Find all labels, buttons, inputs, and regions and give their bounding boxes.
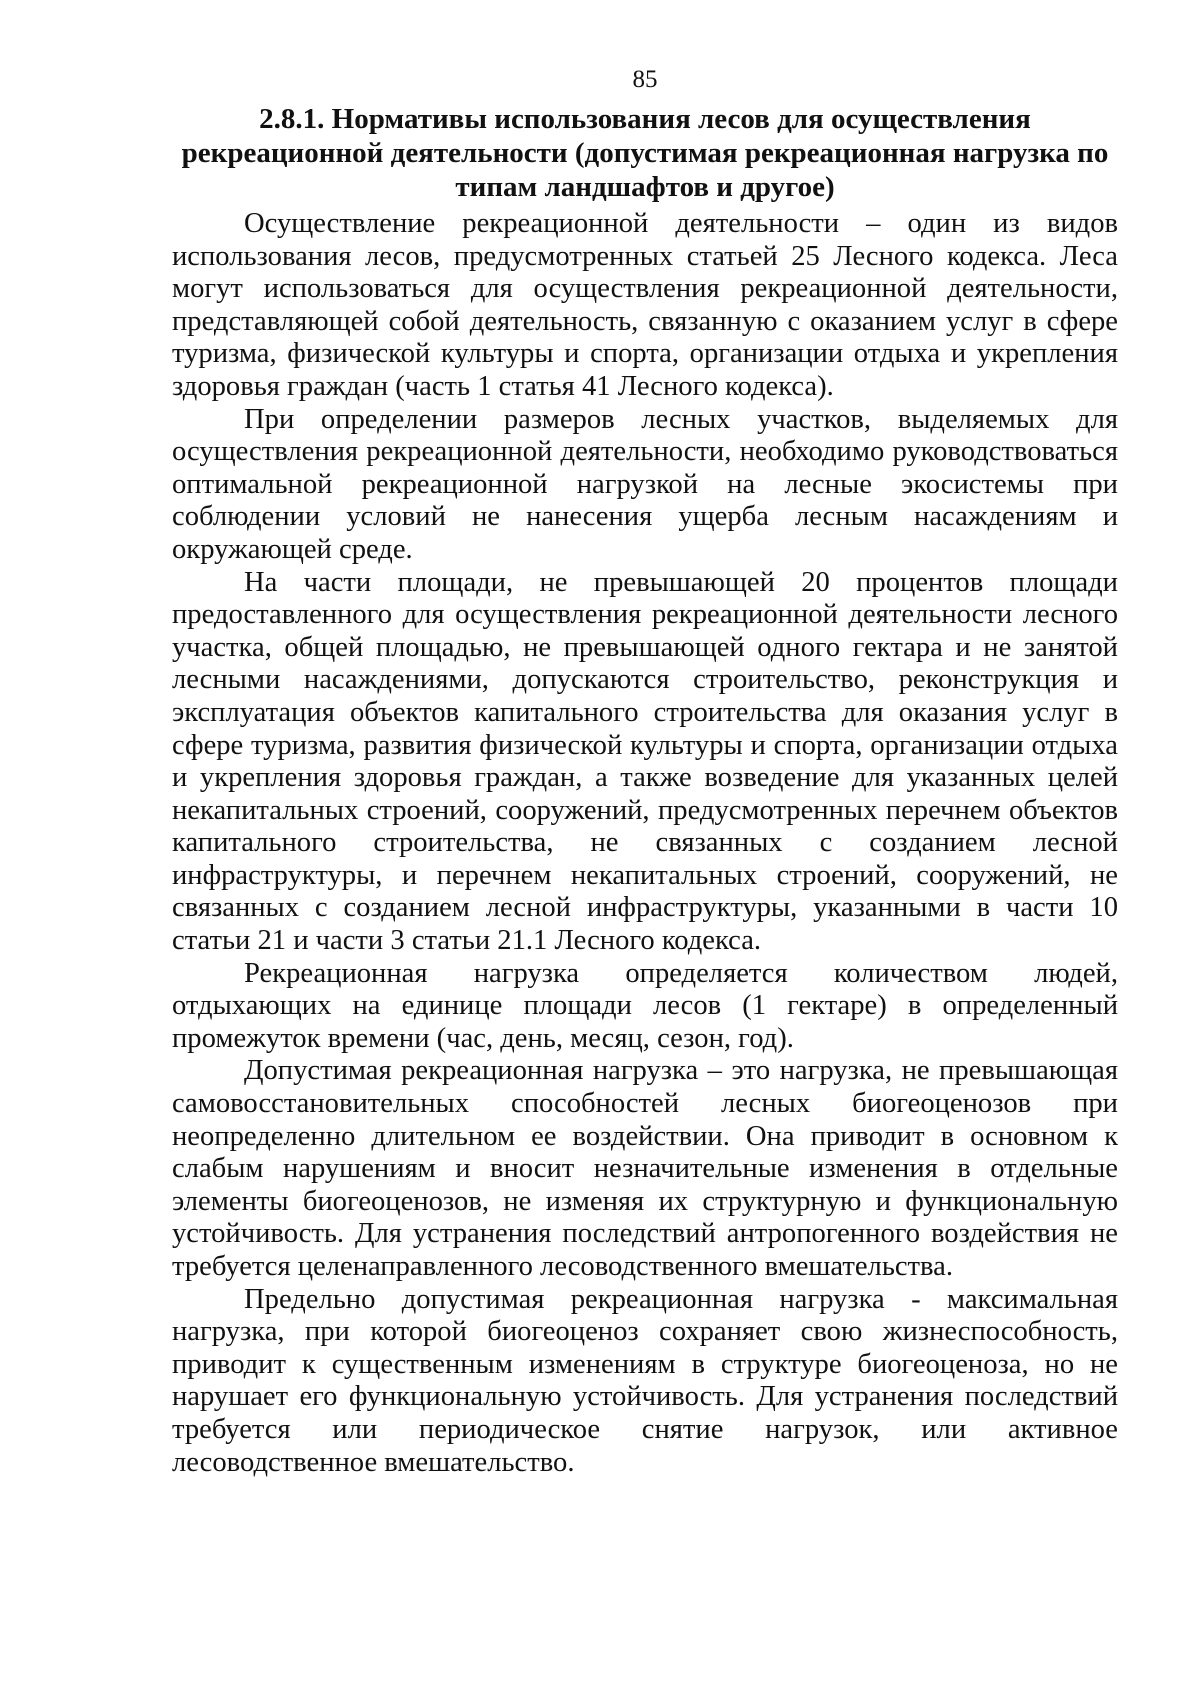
paragraph-5: Допустимая рекреационная нагрузка – это нагрузка, не превышающая самовосстановительных способностей лесных биогеоценозов при неопределенно длительном ее воздействии. Она приводит в основном к слабым нарушениям и вносит незначительные изменения в отдельные элементы биогеоценозов, не изменяя их структурную и функциональную устойчивость. Для устранения последствий антропогенного воздействия не требуется целенаправленного лесоводственного вмешательства.	[172, 1055, 1118, 1282]
paragraph-1: Осуществление рекреационной деятельности – один из видов использования лесов, предусмотренных статьей 25 Лесного кодекса. Леса могут использоваться для осуществления рекреационной деятельности, представляющей собой деятельность, связанную с оказанием услуг в сфере туризма, физической культуры и спорта, организации отдыха и укрепления здоровья граждан (часть 1 статья 41 Лесного кодекса).	[172, 208, 1118, 402]
paragraph-4: Рекреационная нагрузка определяется количеством людей, отдыхающих на единице площади лесов (1 гектаре) в определенный промежуток времени (час, день, месяц, сезон, год).	[172, 957, 1118, 1054]
paragraph-2: При определении размеров лесных участков, выделяемых для осуществления рекреационной деятельности, необходимо руководствоваться оптимальной рекреационной нагрузкой на лесные экосистемы при соблюдении условий не нанесения ущерба лесным насаждениям и окружающей среде.	[172, 403, 1118, 565]
paragraph-6: Предельно допустимая рекреационная нагрузка - максимальная нагрузка, при которой биогеоценоз сохраняет свою жизнеспособность, приводит к существенным изменениям в структуре биогеоценоза, но не нарушает его функциональную устойчивость. Для устранения последствий требуется или периодическое снятие нагрузок, или активное лесоводственное вмешательство.	[172, 1283, 1118, 1478]
paragraph-3: На части площади, не превышающей 20 процентов площади предоставленного для осуществления рекреационной деятельности лесного участка, общей площадью, не превышающей одного гектара и не занятой лесными насаждениями, допускаются строительство, реконструкция и эксплуатация объектов капитального строительства для оказания услуг в сфере туризма, развития физической культуры и спорта, организации отдыха и укрепления здоровья граждан, а также возведение для указанных целей некапитальных строений, сооружений, предусмотренных перечнем объектов капитального строительства, не связанных с созданием лесной инфраструктуры, и перечнем некапитальных строений, сооружений, не связанных с созданием лесной инфраструктуры, указанными в части 10 статьи 21 и части 3 статьи 21.1 Лесного кодекса.	[172, 566, 1118, 957]
document-page	[172, 60, 1118, 1479]
section-heading: 2.8.1. Нормативы использования лесов для осуществления рекреационной деятельности (допустимая рекреационная нагрузка по типам ландшафтов и другое)	[181, 103, 1109, 203]
page-number: 85	[632, 66, 658, 93]
